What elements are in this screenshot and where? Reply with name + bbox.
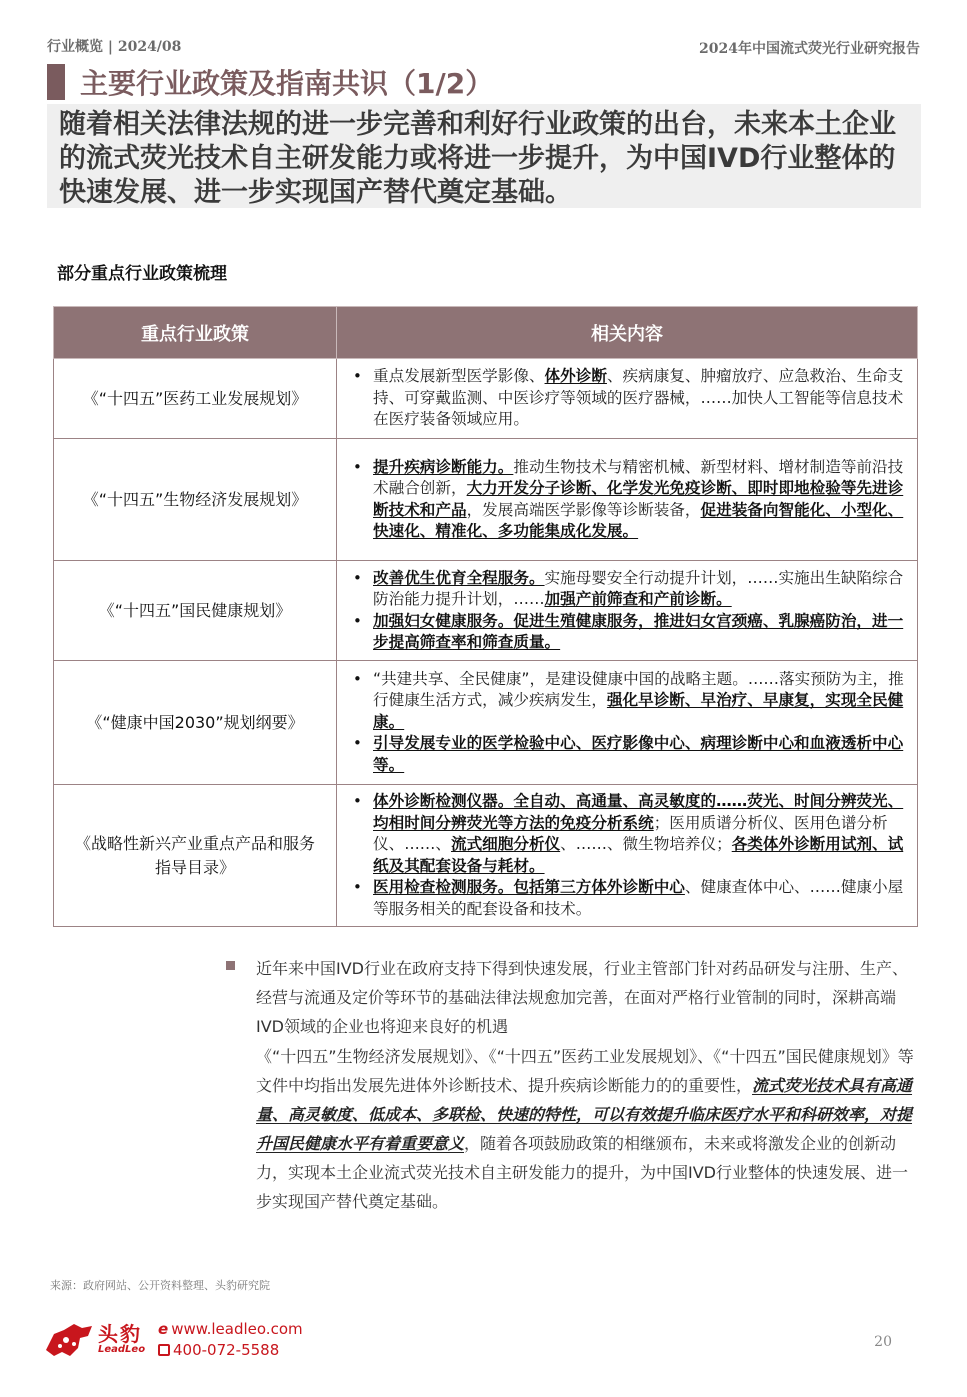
brand-name-cn: 头豹 [98, 1322, 142, 1346]
phone-number: 400-072-5588 [158, 1341, 279, 1359]
web-e-icon: e [158, 1320, 169, 1338]
content-item: • 引导发展专业的医学检验中心、医疗影像中心、病理诊断中心和血液透析中心等。 [351, 733, 905, 776]
table-header-row [54, 307, 918, 359]
leopard-logo-icon [44, 1320, 94, 1360]
table-row [54, 785, 918, 927]
table-row [54, 561, 918, 661]
source-note: 来源：政府网站、公开资料整理、头豹研究院 [50, 1279, 270, 1292]
table-subtitle: 部分重点行业政策梳理 [57, 264, 227, 284]
table-row [54, 359, 918, 439]
phone-icon [158, 1344, 170, 1356]
analysis-note [226, 954, 916, 1216]
content-item: • “共建共享、全民健康”，是建设健康中国的战略主题。……落实预防为主，推行健康生活方式，减少疾病发生，强化早诊断、早治疗、早康复，实现全民健康。 [351, 669, 905, 734]
policy-content [337, 359, 918, 439]
content-item: • 医用检查检测服务。包括第三方体外诊断中心、健康查体中心、……健康小屋等服务相关的配套设备和技术。 [351, 877, 905, 920]
table-row [54, 661, 918, 785]
table-row [54, 439, 918, 561]
page-title: 主要行业政策及指南共识（1/2） [80, 67, 494, 100]
col-header-policy: 重点行业政策 [54, 307, 337, 359]
policy-table [53, 306, 918, 927]
brand-name-en: LeadLeo [98, 1344, 146, 1355]
policy-content [337, 661, 918, 785]
note-paragraph: 近年来中国IVD行业在政府支持下得到快速发展，行业主管部门针对药品研发与注册、生产、经营与流通及定价等环节的基础法律法规愈加完善，在面对严格行业管制的同时，深耕高端IVD领域的企业也将迎来良好的机遇 [256, 959, 908, 1036]
policy-name: 《战略性新兴产业重点产品和服务指导目录》 [54, 785, 337, 927]
note-paragraph: 《“十四五”生物经济发展规划》、《“十四五”医药工业发展规划》、《“十四五”国民健康规划》等文件中均指出发展先进体外诊断技术、提升疾病诊断能力的的重要性，流式荧光技术具有高通量、高灵敏度、低成本、多联检、快速的特性，可以有效提升临床医疗水平和科研效率，对提升国民健康水平有着重要意义，随着各项鼓励政策的相继颁布，未来或将激发企业的创新动力，实现本土企业流式荧光技术自主研发能力的提升，为中国IVD行业整体的快速发展、进一步实现国产替代奠定基础。 [256, 1047, 914, 1211]
bullet-square-icon [226, 961, 235, 970]
col-header-content: 相关内容 [337, 307, 918, 359]
header-section-date: 行业概览 | 2024/08 [47, 39, 182, 55]
policy-name: 《“十四五”国民健康规划》 [54, 561, 337, 661]
title-accent-bar [47, 64, 65, 100]
policy-name: 《“健康中国2030”规划纲要》 [54, 661, 337, 785]
policy-content [337, 785, 918, 927]
content-item: • 改善优生优育全程服务。实施母婴安全行动提升计划，……实施出生缺陷综合防治能力提升计划，……加强产前筛查和产前诊断。 [351, 568, 905, 611]
content-item: • 体外诊断检测仪器。全自动、高通量、高灵敏度的……荧光、时间分辨荧光、均相时间分辨荧光等方法的免疫分析系统；医用质谱分析仪、医用色谱分析仪、……、流式细胞分析仪、……、微生物培养仪；各类体外诊断用试剂、试纸及其配套设备与耗材。 [351, 791, 905, 877]
header-report-title: 2024年中国流式荧光行业研究报告 [699, 41, 920, 57]
content-item: • 提升疾病诊断能力。推动生物技术与精密机械、新型材料、增材制造等前沿技术融合创新，大力开发分子诊断、化学发光免疫诊断、即时即地检验等先进诊断技术和产品，发展高端医学影像等诊断装备，促进装备向智能化、小型化、快速化、精准化、多功能集成化发展。 [351, 457, 905, 543]
policy-content [337, 561, 918, 661]
website-link[interactable]: e www.leadleo.com [158, 1320, 303, 1338]
summary-box: 随着相关法律法规的进一步完善和利好行业政策的出台，未来本土企业的流式荧光技术自主研发能力或将进一步提升，为中国IVD行业整体的快速发展、进一步实现国产替代奠定基础。 [47, 104, 921, 208]
page-number: 20 [874, 1334, 892, 1350]
policy-content [337, 439, 918, 561]
policy-name: 《“十四五”生物经济发展规划》 [54, 439, 337, 561]
content-item: • 加强妇女健康服务。促进生殖健康服务，推进妇女宫颈癌、乳腺癌防治，进一步提高筛查率和筛查质量。 [351, 611, 905, 654]
policy-name: 《“十四五”医药工业发展规划》 [54, 359, 337, 439]
content-item: • 重点发展新型医学影像、体外诊断、疾病康复、肿瘤放疗、应急救治、生命支持、可穿戴监测、中医诊疗等领域的医疗器械，……加快人工智能等信息技术在医疗装备领域应用。 [351, 366, 905, 431]
